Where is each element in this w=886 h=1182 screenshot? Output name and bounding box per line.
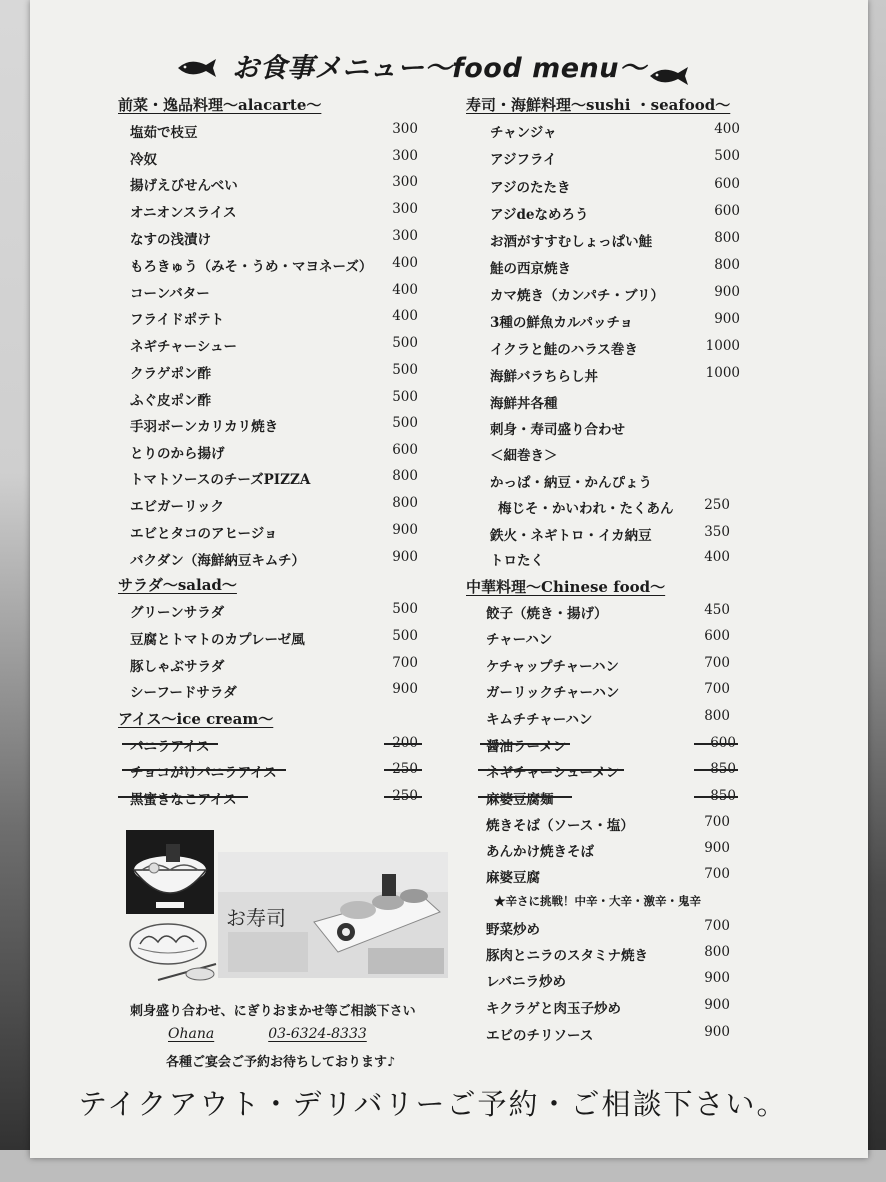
menu-item-name: チャーハン [486,632,553,648]
menu-item-price: 600 [714,203,740,219]
menu-item-name: トマトソースのチーズPIZZA [130,472,311,488]
menu-item-price: 500 [392,601,418,617]
menu-item-name: カマ焼き（カンパチ・ブリ） [490,288,665,304]
menu-item-price: 700 [704,655,730,671]
fish-icon [176,56,218,80]
section-heading-alacarte: 前菜・逸品料理〜alacarte〜 [118,96,322,114]
strikethrough-line [480,743,570,745]
menu-item-name: 海鮮丼各種 [490,396,558,412]
menu-item-price: 900 [714,311,740,327]
menu-item-price: 500 [392,389,418,405]
menu-item-name: 麻婆豆腐麺 [486,792,554,808]
menu-item-price: 700 [704,866,730,882]
strikethrough-line [694,743,738,745]
menu-item-name: とりのから揚げ [130,446,225,462]
menu-item-price: 400 [392,308,418,324]
menu-item-name: チョコがけバニラアイス [130,765,277,781]
section-heading-icecream: アイス〜ice cream〜 [118,710,274,728]
sushi-label: お寿司 [226,906,286,930]
section-heading-salad: サラダ〜salad〜 [118,576,237,594]
background-left [0,0,30,1182]
menu-item-name: アジフライ [490,152,557,168]
menu-item-price: 800 [392,468,418,484]
gyoza-illustration [128,918,220,988]
menu-item-name: ＜細巻き＞ [490,448,558,464]
menu-item-name: キクラゲと肉玉子炒め [486,1001,621,1017]
takeout-delivery-note: テイクアウト・デリバリーご予約・ご相談下さい。 [78,1087,788,1121]
menu-item-price: 400 [704,549,730,565]
menu-item-name: クラゲポン酢 [130,366,211,382]
menu-item-price: 300 [392,121,418,137]
menu-item-price: 600 [714,176,740,192]
strikethrough-line [122,743,218,745]
menu-item-price: 300 [392,174,418,190]
menu-item-name: 豚しゃぶサラダ [130,659,225,675]
menu-item-price: 700 [704,814,730,830]
menu-item-name: 焼きそば（ソース・塩） [486,818,634,834]
consult-note: 刺身盛り合わせ、にぎりおまかせ等ご相談下さい [130,1004,416,1019]
strikethrough-line [694,796,738,798]
menu-item-price: 500 [392,362,418,378]
section-heading-chinese: 中華料理〜Chinese food〜 [466,578,666,596]
strikethrough-line [118,796,248,798]
fish-icon [648,64,690,88]
menu-item-name: バクダン（海鮮納豆キムチ） [130,553,305,569]
menu-item-price: 450 [704,602,730,618]
menu-item-name: 豆腐とトマトのカプレーゼ風 [130,632,305,648]
menu-item-price: 800 [714,257,740,273]
menu-item-price: 800 [704,708,730,724]
menu-item-price: 250 [704,497,730,513]
menu-item-name: お酒がすすむしょっぱい鮭 [490,234,653,250]
menu-item-price: 250 [392,788,418,804]
menu-item-price: 900 [704,840,730,856]
strikethrough-line [694,769,738,771]
menu-item-price: 850 [710,761,736,777]
menu-item-name: ガーリックチャーハン [486,685,620,701]
spicy-challenge-note: ★辛さに挑戦！中辛・大辛・激辛・鬼辛 [494,894,701,908]
menu-item-price: 600 [704,628,730,644]
menu-item-name: グリーンサラダ [130,605,225,621]
menu-item-name: 麻婆豆腐 [486,870,540,886]
menu-item-name: 海鮮バラちらし丼 [490,369,598,385]
menu-item-price: 850 [710,788,736,804]
menu-item-name: イクラと鮭のハラス巻き [490,342,638,358]
menu-item-name: 鮭の西京焼き [490,261,571,277]
menu-item-name: アジdeなめろう [490,207,589,223]
section-heading-sushi: 寿司・海鮮料理〜sushi ・seafood〜 [466,96,731,114]
contact-info [168,1026,421,1042]
menu-item-name: 鉄火・ネギトロ・イカ納豆 [490,528,652,544]
menu-item-price: 300 [392,148,418,164]
menu-item-price: 500 [392,628,418,644]
menu-item-price: 500 [392,415,418,431]
menu-item-price: 350 [704,524,730,540]
phone-number: 03-6324-8333 [268,1026,367,1042]
menu-item-price: 800 [704,944,730,960]
menu-item-price: 900 [704,970,730,986]
menu-item-name: かっぱ・納豆・かんぴょう [490,475,652,491]
menu-item-price: 300 [392,201,418,217]
menu-item-name: なすの浅漬け [130,232,211,248]
menu-item-name: ネギチャーシューメン [486,765,620,781]
menu-item-price: 700 [392,655,418,671]
menu-item-name: 梅じそ・かいわれ・たくあん [498,501,674,517]
menu-item-name: もろきゅう（みそ・うめ・マヨネーズ） [130,259,373,275]
menu-item-price: 400 [392,282,418,298]
menu-item-price: 900 [392,522,418,538]
menu-item-name: 手羽ボーンカリカリ焼き [130,419,279,435]
strikethrough-line [384,796,422,798]
menu-item-price: 250 [392,761,418,777]
menu-title: お食事メニュー〜food menu〜 [232,53,647,84]
menu-item-price: 300 [392,228,418,244]
menu-item-price: 600 [710,735,736,751]
menu-item-price: 400 [714,121,740,137]
menu-item-price: 900 [714,284,740,300]
menu-item-name: キムチチャーハン [486,712,593,728]
menu-item-name: オニオンスライス [130,205,237,221]
menu-item-price: 900 [392,549,418,565]
menu-item-name: レバニラ炒め [486,974,567,990]
menu-item-price: 900 [704,1024,730,1040]
menu-item-name: エビとタコのアヒージョ [130,526,278,542]
menu-item-name: 冷奴 [130,152,157,168]
ramen-bowl-illustration [126,830,214,914]
menu-item-name: 刺身・寿司盛り合わせ [490,422,625,438]
menu-item-name: 塩茹で枝豆 [130,125,198,141]
menu-item-price: 500 [392,335,418,351]
shop-name: Ohana [168,1026,215,1042]
menu-item-price: 1000 [705,365,740,381]
menu-item-name: 黒蜜きなこアイス [130,792,237,808]
strikethrough-line [384,769,422,771]
menu-item-price: 800 [392,495,418,511]
menu-item-name: 醤油ラーメン [486,739,567,755]
menu-item-price: 900 [392,681,418,697]
menu-item-name: フライドポテト [130,312,225,328]
menu-item-price: 400 [392,255,418,271]
menu-item-name: ふぐ皮ポン酢 [130,393,211,409]
strikethrough-line [122,769,286,771]
background-right [866,0,886,1182]
menu-item-price: 700 [704,918,730,934]
menu-item-name: チャンジャ [490,125,557,141]
menu-item-name: 揚げえびせんべい [130,178,238,194]
menu-item-name: アジのたたき [490,180,571,196]
menu-item-price: 900 [704,997,730,1013]
menu-item-name: シーフードサラダ [130,685,237,701]
menu-item-name: あんかけ焼きそば [486,844,594,860]
strikethrough-line [478,769,624,771]
menu-item-name: 野菜炒め [486,922,540,938]
menu-item-name: エビガーリック [130,499,224,515]
menu-item-name: 3種の鮮魚カルパッチョ [490,315,634,331]
strikethrough-line [384,743,422,745]
strikethrough-line [478,796,572,798]
menu-item-price: 700 [704,681,730,697]
menu-item-name: 豚肉とニラのスタミナ焼き [486,948,648,964]
menu-item-price: 600 [392,442,418,458]
menu-item-price: 1000 [705,338,740,354]
menu-item-name: トロたく [490,553,544,569]
menu-item-name: バニラアイス [130,739,210,755]
menu-item-price: 500 [714,148,740,164]
menu-item-price: 800 [714,230,740,246]
menu-item-name: ケチャップチャーハン [486,659,619,675]
menu-item-name: ネギチャーシュー [130,339,238,355]
menu-item-price: 200 [392,735,418,751]
menu-item-name: 餃子（焼き・揚げ） [486,606,608,622]
menu-item-name: エビのチリソース [486,1028,594,1044]
party-reservation-note: 各種ご宴会ご予約お待ちしております♪ [166,1055,396,1070]
menu-item-name: コーンバター [130,286,210,302]
